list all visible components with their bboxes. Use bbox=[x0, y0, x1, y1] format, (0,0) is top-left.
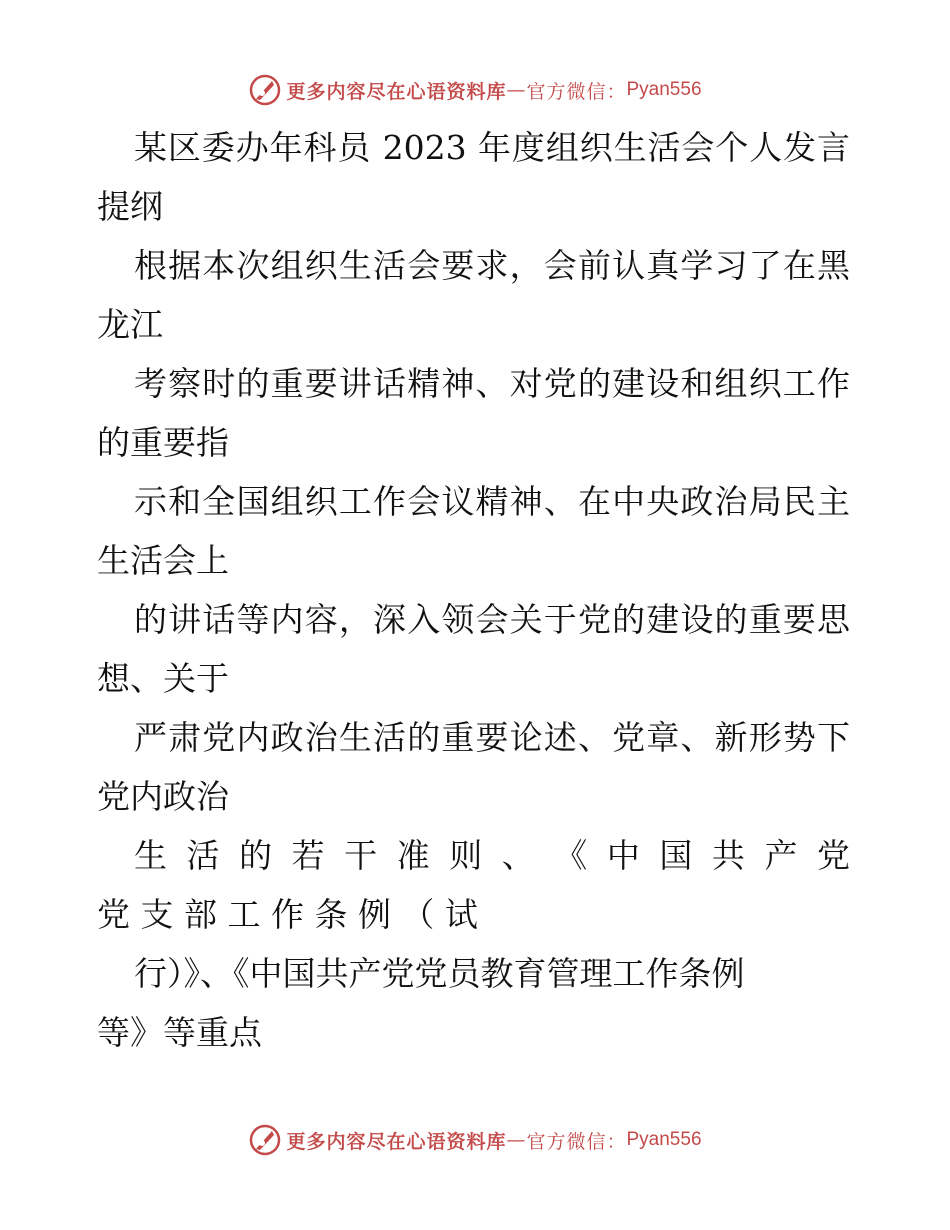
document-body bbox=[97, 118, 850, 1062]
body-line: 严肃党内政治生活的重要论述、党章、新形势下 bbox=[134, 718, 850, 757]
body-line: 龙江 bbox=[97, 305, 163, 344]
body-line: 党 支 部 工 作 条 例 （ 试 bbox=[97, 895, 478, 934]
banner-title: 更多内容尽在心语资料库 bbox=[286, 1130, 507, 1153]
body-line: 等》等重点 bbox=[97, 1013, 262, 1052]
banner-wechat-id: Pyan556 bbox=[626, 1129, 702, 1150]
header-banner bbox=[0, 70, 950, 110]
body-line: 的重要指 bbox=[97, 423, 229, 462]
banner-dash: — bbox=[506, 79, 527, 101]
body-line: 提纲 bbox=[97, 187, 163, 226]
banner-wechat-id: Pyan556 bbox=[626, 79, 702, 100]
banner-title: 更多内容尽在心语资料库 bbox=[286, 80, 507, 103]
banner-wechat-label: 官方微信： bbox=[526, 80, 627, 103]
body-line: 党内政治 bbox=[97, 777, 229, 816]
body-line: 某区委办年科员 2023 年度组织生活会个人发言 bbox=[134, 128, 850, 167]
body-line: 行）》、《中国共产党党员教育管理工作条例 bbox=[134, 954, 745, 993]
body-line: 想、关于 bbox=[97, 659, 229, 698]
quill-logo-icon bbox=[248, 73, 282, 107]
body-line: 根据本次组织生活会要求，会前认真学习了在黑 bbox=[134, 246, 850, 285]
body-line: 生活会上 bbox=[97, 541, 229, 580]
footer-banner bbox=[0, 1120, 950, 1160]
body-line: 示和全国组织工作会议精神、在中央政治局民主 bbox=[134, 482, 850, 521]
banner-dash: — bbox=[506, 1129, 527, 1151]
body-line: 的讲话等内容，深入领会关于党的建设的重要思 bbox=[134, 600, 850, 639]
body-line: 考察时的重要讲话精神、对党的建设和组织工作 bbox=[134, 364, 850, 403]
body-line: 生 活 的 若 干 准 则 、 《 中 国 共 产 党 bbox=[134, 836, 850, 875]
banner-wechat-label: 官方微信： bbox=[526, 1130, 627, 1153]
quill-logo-icon bbox=[248, 1123, 282, 1157]
